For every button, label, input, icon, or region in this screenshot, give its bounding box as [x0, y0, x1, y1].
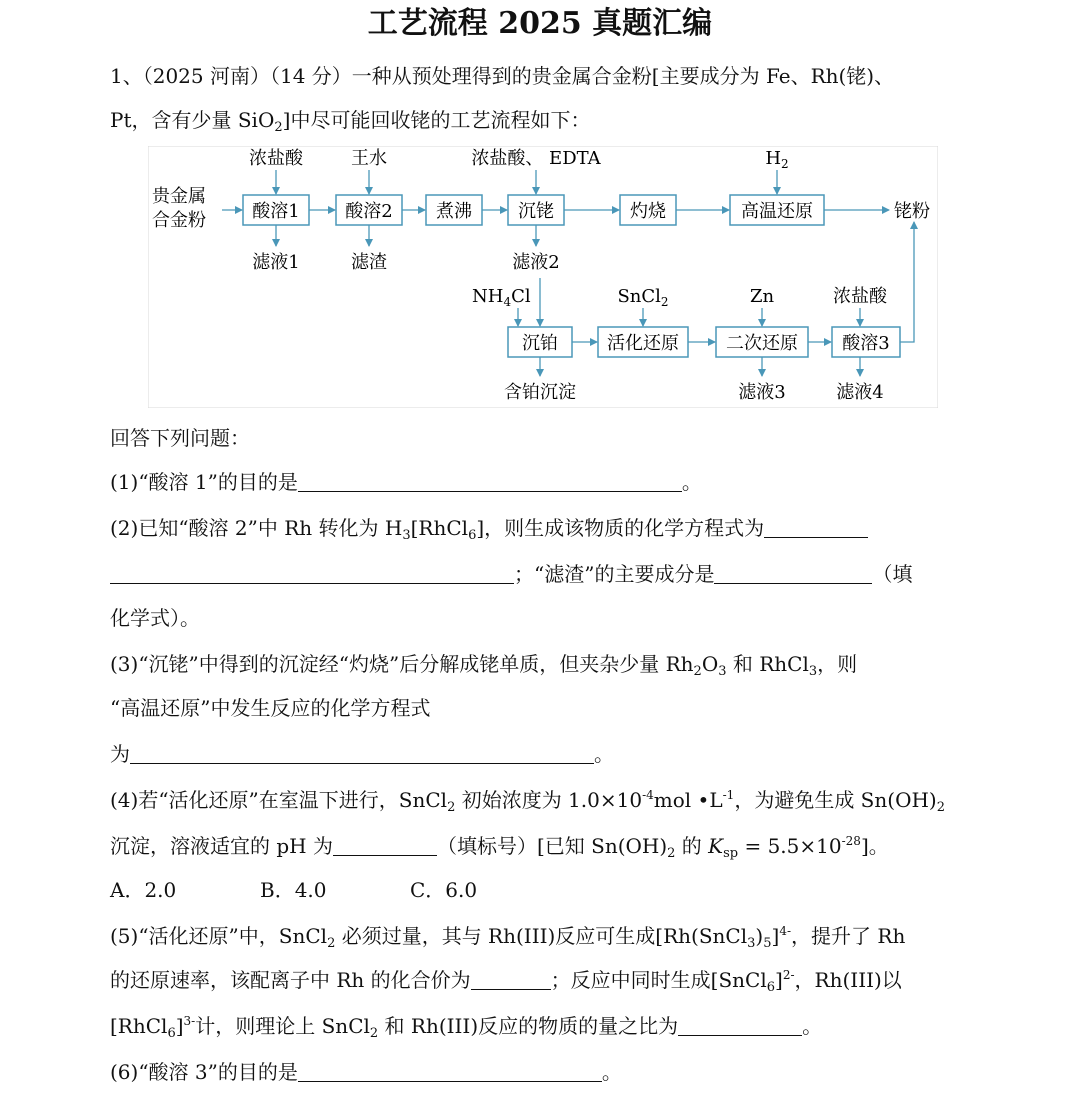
q5-text-h: ]: [775, 968, 783, 992]
rh-ppt-label: 沉铑: [518, 201, 554, 222]
q3-text-a: (3)“沉铑”中得到的沉淀经“灼烧”后分解成铑单质，但夹杂少量 Rh: [110, 652, 694, 676]
question-5-line-2: [110, 966, 902, 994]
acid3-label: 酸溶3: [842, 333, 890, 354]
q2-text-e: （填: [872, 562, 913, 586]
q5-sub-3: 5: [763, 936, 772, 951]
q3-text-c: 和 RhCl: [726, 652, 809, 676]
intro-text-2a: Pt，含有少量 SiO: [110, 108, 275, 132]
q4-text-a: (4)若“活化还原”在室温下进行，SnCl: [110, 788, 448, 812]
q4-ksp-sub: sp: [723, 846, 739, 861]
q2-equation-blank-a[interactable]: [764, 517, 868, 538]
output-pt-precipitate: 含铂沉淀: [504, 382, 576, 403]
prompt-text: 回答下列问题：: [110, 426, 250, 450]
q3-text-e: “高温还原”中发生反应的化学方程式: [110, 696, 431, 720]
burn-label: 灼烧: [630, 201, 666, 222]
q4-text-b: 初始浓度为 1.0×10: [455, 788, 643, 812]
q4-text-g: 的: [675, 834, 709, 858]
q3-sub-2: 3: [718, 664, 727, 679]
q3-text-g: 。: [594, 742, 614, 766]
intro-text-1: 1、（2025 河南）（14 分）一种从预处理得到的贵金属合金粉[主要成分为 Fe、Rh(铑)、: [110, 64, 895, 88]
acid1-label: 酸溶1: [252, 201, 300, 222]
output-filtrate-3: 滤液3: [738, 382, 786, 403]
q4-text-c: mol •L: [653, 788, 723, 812]
q4-sup-2: -1: [722, 788, 735, 802]
input-hcl-3: 浓盐酸: [833, 286, 887, 307]
question-3-line-3: [110, 740, 614, 768]
q3-text-f: 为: [110, 742, 130, 766]
q5-text-k: ]: [175, 1014, 184, 1038]
input-hcl-edta: 浓盐酸、 EDTA: [471, 148, 601, 169]
option-b[interactable]: B．4.0: [260, 878, 327, 902]
q4-sub-1: 2: [447, 800, 456, 815]
q4-sub-3: 2: [667, 846, 676, 861]
output-residue: 滤渣: [351, 252, 387, 273]
q4-sup-3: -28: [841, 834, 861, 848]
htr-label: 高温还原: [741, 201, 813, 222]
output-filtrate-2: 滤液2: [512, 252, 560, 273]
q5-sub-1: 2: [327, 936, 336, 951]
question-4-line-2: [110, 832, 889, 860]
q2-text-a: (2)已知“酸溶 2”中 Rh 转化为 H: [110, 516, 403, 540]
q4-ph-blank[interactable]: [333, 835, 437, 856]
q4-text-h: = 5.5×10: [738, 834, 842, 858]
q2-equation-blank-b[interactable]: [110, 563, 514, 584]
question-4-line-1: [110, 786, 945, 814]
q5-text-d: ]: [771, 924, 780, 948]
question-4-options: [110, 876, 477, 904]
question-1: [110, 468, 702, 496]
q5-text-f: 的还原速率，该配离子中 Rh 的化合价为: [110, 968, 471, 992]
intro-line-1: [110, 62, 894, 90]
q5-sup-3: 3-: [183, 1014, 196, 1028]
process-flowchart: [148, 146, 938, 408]
q1-answer-blank[interactable]: [298, 471, 682, 492]
q5-sub-5: 6: [167, 1026, 176, 1041]
q3-sub-3: 3: [808, 664, 818, 679]
flowchart-frame: [148, 146, 938, 408]
q2-text-d: ；“滤渣”的主要成分是: [514, 562, 715, 586]
question-2-line-2: [110, 560, 912, 588]
q5-sub-6: 2: [369, 1026, 379, 1041]
q3-equation-blank[interactable]: [130, 743, 594, 764]
rh-powder-label: 铑粉: [894, 201, 930, 222]
q4-text-i: ]。: [860, 834, 889, 858]
question-6: [110, 1058, 622, 1086]
q1-end: 。: [681, 470, 702, 494]
q4-text-d: ，为避免生成 Sn(OH): [734, 788, 937, 812]
q5-text-l: 计，则理论上 SnCl: [195, 1014, 370, 1038]
q6-answer-blank[interactable]: [298, 1061, 602, 1082]
q4-sub-2: 2: [936, 800, 945, 815]
q2-sub-2: 6: [468, 528, 477, 543]
q5-text-e: ，提升了 Rh: [791, 924, 906, 948]
pt-ppt-label: 沉铂: [522, 333, 558, 354]
intro-line-2: [110, 106, 590, 134]
q5-text-i: ，Rh(III)以: [794, 968, 902, 992]
input-aqua-regia: 王水: [351, 148, 387, 169]
q3-sub-1: 2: [693, 664, 702, 679]
q4-text-e: 沉淀，溶液适宜的 pH 为: [110, 834, 333, 858]
q2-sub-1: 3: [402, 528, 411, 543]
question-5-line-1: [110, 922, 905, 950]
activ-label: 活化还原: [607, 333, 679, 354]
q1-text: (1)“酸溶 1”的目的是: [110, 470, 298, 494]
input-h2: $H_2$: [765, 148, 789, 171]
q5-valence-blank[interactable]: [471, 969, 551, 990]
question-3-line-2: [110, 694, 430, 722]
q4-text-f: （填标号）[已知 Sn(OH): [436, 834, 668, 858]
q5-sub-4: 6: [766, 980, 776, 995]
q5-text-c: ): [755, 924, 764, 948]
q5-ratio-blank[interactable]: [678, 1015, 802, 1036]
second-label: 二次还原: [726, 333, 798, 354]
question-3-line-1: [110, 650, 857, 678]
intro-text-2b: ]中尽可能回收铑的工艺流程如下：: [282, 108, 591, 132]
q5-text-m: 和 Rh(III)反应的物质的量之比为: [378, 1014, 679, 1038]
input-hcl-1: 浓盐酸: [249, 148, 303, 169]
output-filtrate-4: 滤液4: [836, 382, 884, 403]
q6-text-b: 。: [601, 1060, 622, 1084]
option-a[interactable]: A．2.0: [110, 878, 177, 902]
start-label-2: 合金粉: [152, 210, 206, 231]
q2-text-c: ]，则生成该物质的化学方程式为: [476, 516, 765, 540]
q3-text-d: ，则: [817, 652, 858, 676]
input-nh4cl: $NH_4Cl$: [472, 286, 531, 309]
q5-sup-1: 4-: [779, 924, 792, 938]
q5-sub-2: 3: [747, 936, 756, 951]
intro-sub: 2: [274, 120, 283, 135]
q2-text-b: [RhCl: [410, 516, 469, 540]
question-2-line-3: [110, 604, 200, 632]
start-label-1: 贵金属: [152, 186, 206, 207]
question-5-line-3: [110, 1012, 822, 1040]
q5-sup-2: 2-: [782, 968, 795, 982]
q5-text-n: 。: [802, 1014, 823, 1038]
acid2-label: 酸溶2: [345, 201, 393, 222]
answer-prompt: [110, 424, 250, 452]
boil-label: 煮沸: [436, 201, 472, 222]
page-title: 工艺流程 2025 真题汇编: [367, 6, 713, 41]
q3-text-b: O: [701, 652, 719, 676]
q5-text-g: ；反应中同时生成[SnCl: [550, 968, 767, 992]
q2-residue-blank[interactable]: [714, 563, 872, 584]
q5-text-j: [RhCl: [110, 1014, 168, 1038]
input-zn: Zn: [749, 286, 775, 307]
q2-text-f: 化学式）。: [110, 606, 200, 630]
input-sncl2: SnCl$_2$: [617, 286, 669, 309]
q6-text-a: (6)“酸溶 3”的目的是: [110, 1060, 298, 1084]
question-2-line-1: [110, 514, 868, 542]
q4-k: K: [708, 834, 724, 858]
q5-text-a: (5)“活化还原”中，SnCl: [110, 924, 328, 948]
output-filtrate-1: 滤液1: [252, 252, 300, 273]
q5-text-b: 必须过量，其与 Rh(III)反应可生成[Rh(SnCl: [335, 924, 748, 948]
q4-sup-1: -4: [642, 788, 654, 802]
option-c[interactable]: C．6.0: [410, 878, 478, 902]
